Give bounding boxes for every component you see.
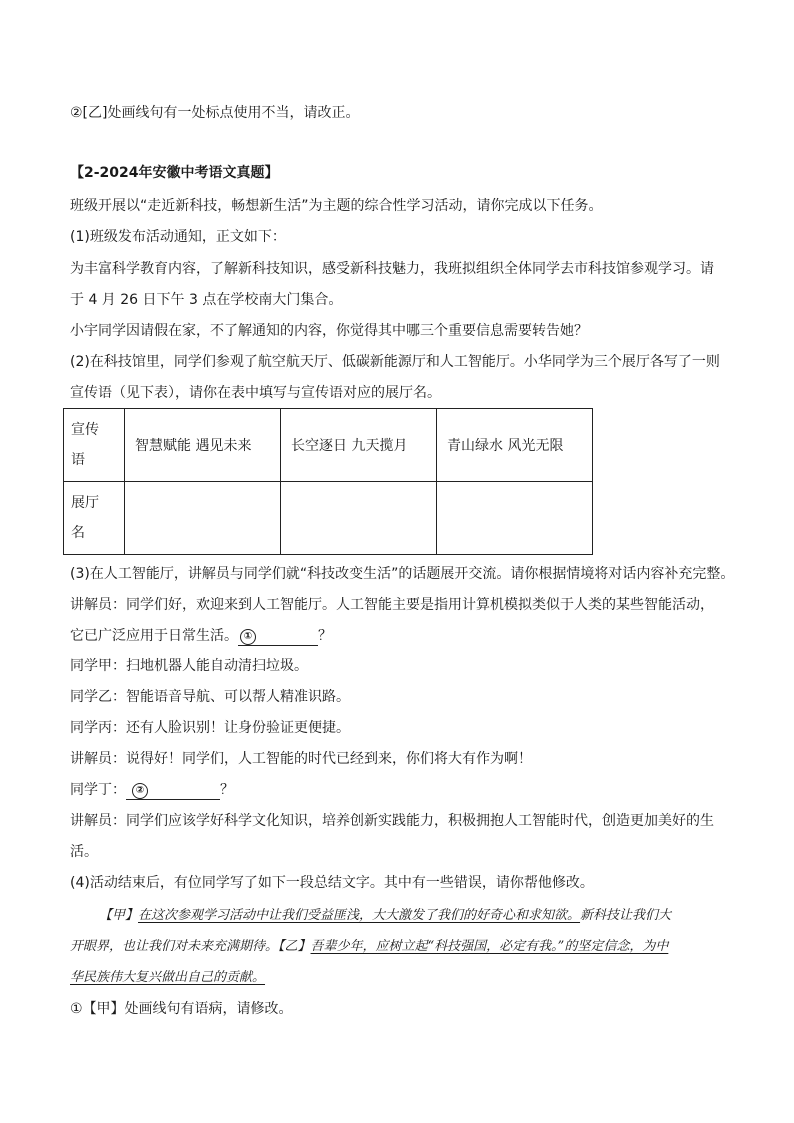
- task2-line-1: (2)在科技馆里，同学们参观了航空航天厅、低碳新能源厅和人工智能厅。小华同学为三个展厅各写了一则: [70, 354, 720, 370]
- student-jia: 同学甲：扫地机器人能自动清扫垃圾。: [70, 658, 308, 674]
- summary-line-2: 开眼界，也让我们对未来充满期待。【乙】吾辈少年，应树立起“科技强国，必定有我。”的坚定信念，为中: [70, 939, 669, 954]
- student-ding: 同学丁： ② ？: [70, 782, 234, 798]
- answer-blank-2[interactable]: ②: [126, 781, 220, 800]
- task3-line-1: (3)在人工智能厅，讲解员与同学们就“科技改变生活”的话题展开交流。请你根据情境将对话内容补充完整。: [70, 566, 735, 582]
- slogan-row: [64, 409, 593, 482]
- jia-underlined-sentence: 在这次参观学习活动中让我们受益匪浅，大大激发了我们的好奇心和求知欲。: [138, 908, 581, 923]
- slogan-cell: 青山绿水 风光无限: [437, 409, 593, 482]
- summary-line-1: 【甲】在这次参观学习活动中让我们受益匪浅，大大激发了我们的好奇心和求知欲。新科技让我们大: [99, 908, 672, 923]
- student-yi: 同学乙：智能语音导航、可以帮人精准识路。: [70, 689, 350, 705]
- task4-question-1: ①【甲】处画线句有语病，请修改。: [70, 1001, 293, 1017]
- hall-name-row: [64, 482, 593, 555]
- jia-marker: 【甲】: [99, 908, 139, 923]
- summary-line-3: 华民族伟大复兴做出自己的贡献。: [70, 970, 266, 985]
- task2-line-2: 宣传语（见下表），请你在表中填写与宣传语对应的展厅名。: [70, 385, 441, 401]
- hall-name-answer-cell[interactable]: [281, 482, 437, 555]
- task1-prompt: (1)班级发布活动通知，正文如下：: [70, 229, 286, 245]
- task1-question: 小宇同学因请假在家，不了解通知的内容，你觉得其中哪三个重要信息需要转告她？: [70, 323, 588, 339]
- hall-name-header: 展厅 名: [64, 482, 125, 555]
- student-bing: 同学丙：还有人脸识别！让身份验证更便捷。: [70, 720, 350, 736]
- hall-name-answer-cell[interactable]: [437, 482, 593, 555]
- notice-line-1: 为丰富科学教育内容，了解新科技知识，感受新科技魅力，我班拟组织全体同学去市科技馆参观学习。请: [70, 261, 714, 277]
- notice-line-2: 于 4 月 26 日下午 3 点在学校南大门集合。: [70, 292, 343, 308]
- slogan-table: [63, 408, 593, 555]
- yi-marker: 【乙】: [278, 939, 311, 954]
- guide-line-2: 讲解员：说得好！同学们，人工智能的时代已经到来，你们将大有作为啊！: [70, 751, 532, 767]
- task4-prompt: (4)活动结束后，有位同学写了如下一段总结文字。其中有一些错误，请你帮他修改。: [70, 875, 594, 891]
- guide-line-1a: 讲解员：同学们好，欢迎来到人工智能厅。人工智能主要是指用计算机模拟类似于人类的某些智能活动，: [70, 597, 714, 613]
- slogan-cell: 长空逐日 九天揽月: [281, 409, 437, 482]
- yi-underlined-sentence: 吾辈少年，应树立起“科技强国，必定有我。”的坚定信念，为中: [310, 939, 669, 954]
- slogan-header: 宣传 语: [64, 409, 125, 482]
- slogan-cell: 智慧赋能 遇见未来: [125, 409, 281, 482]
- section-title: 【2-2024年安徽中考语文真题】: [70, 165, 279, 181]
- guide-line-3b: 活。: [70, 844, 98, 860]
- guide-line-1b: 它已广泛应用于日常生活。 ① ？: [70, 628, 332, 644]
- answer-blank-1[interactable]: ①: [238, 627, 318, 646]
- guide-line-3a: 讲解员：同学们应该学好科学文化知识，培养创新实践能力，积极拥抱人工智能时代，创造更加美好的生: [70, 813, 714, 829]
- hall-name-answer-cell[interactable]: [125, 482, 281, 555]
- question-2-yi-punctuation: ②[乙]处画线句有一处标点使用不当，请改正。: [70, 105, 360, 121]
- activity-intro: 班级开展以“走近新科技，畅想新生活”为主题的综合性学习活动，请你完成以下任务。: [70, 198, 603, 214]
